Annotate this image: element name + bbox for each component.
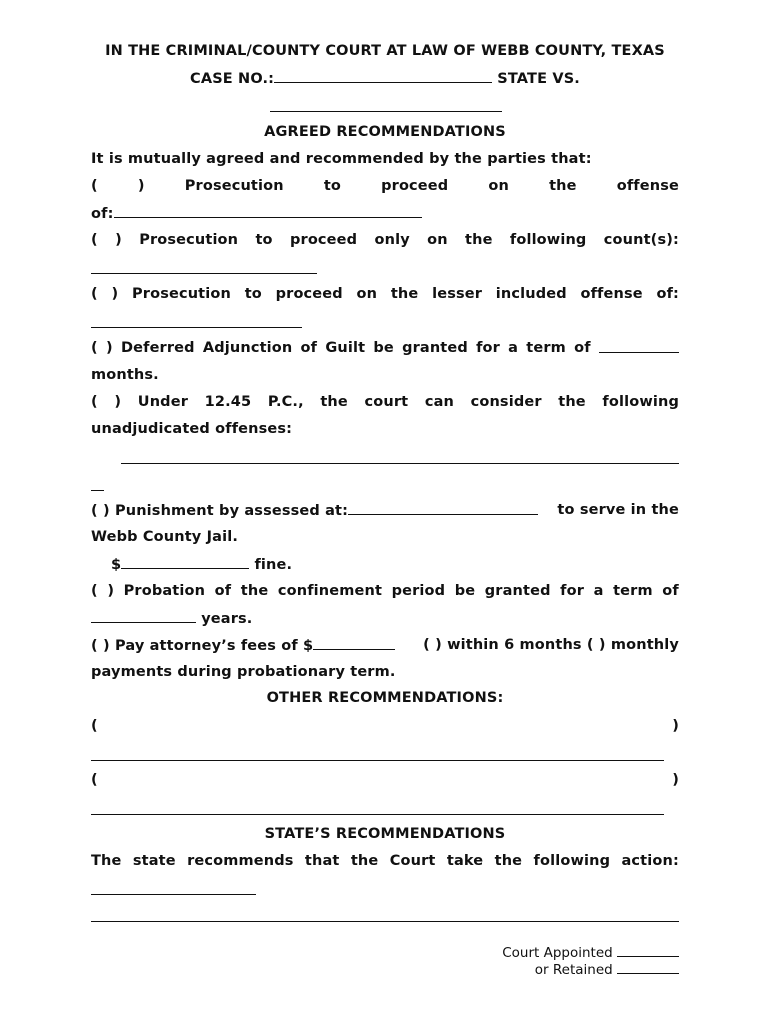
case-number-blank[interactable] xyxy=(274,69,492,83)
item6-prefix: ( ) Punishment by assessed at: xyxy=(91,503,349,519)
state-title: STATE’S RECOMMENDATIONS xyxy=(264,826,506,842)
other-rec-1 xyxy=(91,717,679,735)
item4-word: ) xyxy=(105,340,113,356)
item4-word: Adjunction xyxy=(202,340,293,356)
fine-dollar: $ xyxy=(111,557,122,573)
or-retained-blank[interactable] xyxy=(617,961,679,974)
item7-word: granted xyxy=(484,583,551,599)
item4-word: be xyxy=(373,340,394,356)
item2-word: following xyxy=(509,232,587,248)
other-rec-1-close: ) xyxy=(672,718,679,734)
state-intro-word: that xyxy=(304,853,340,869)
item5-word: following xyxy=(602,394,679,410)
item2-word: on xyxy=(427,232,448,248)
or-retained-label: or Retained xyxy=(534,962,613,978)
item1-word: ( xyxy=(91,178,98,194)
item7-word: term xyxy=(613,583,653,599)
item1-tail-line xyxy=(91,204,679,223)
item1-line xyxy=(91,177,679,195)
lesser-offense-blank[interactable] xyxy=(91,327,302,328)
item3-word: included xyxy=(495,286,567,302)
state-vs-label: STATE VS. xyxy=(497,71,580,87)
item3-word: to xyxy=(244,286,262,302)
agreed-title: AGREED RECOMMENDATIONS xyxy=(264,124,506,140)
item5-word: 12.45 xyxy=(204,394,252,410)
other-rec-2 xyxy=(91,771,679,789)
item7-years: years. xyxy=(201,611,253,627)
item2-word: ) xyxy=(115,232,122,248)
item7-word: of xyxy=(214,583,232,599)
or-retained-line xyxy=(535,961,679,978)
item5-word: P.C., xyxy=(267,394,304,410)
item7-word: ) xyxy=(107,583,115,599)
item5-word: Under xyxy=(137,394,188,410)
item3-word: ) xyxy=(111,286,119,302)
other-rec-2-blank[interactable] xyxy=(91,814,664,815)
item4-word: ( xyxy=(91,340,98,356)
item5-word: ) xyxy=(114,394,122,410)
case-number-line xyxy=(60,69,710,88)
item2-word: the xyxy=(465,232,493,248)
item3-word: ( xyxy=(91,286,98,302)
item7-word: ( xyxy=(91,583,98,599)
state-intro-word: recommends xyxy=(187,853,294,869)
item4-tail: months. xyxy=(91,367,159,383)
item4-line xyxy=(91,339,679,357)
item5-word: the xyxy=(320,394,348,410)
item7-tail-line xyxy=(91,609,679,628)
state-intro-word: following xyxy=(533,853,611,869)
fine-blank[interactable] xyxy=(121,555,249,569)
item4-word: of xyxy=(300,340,318,356)
item2-word: Prosecution xyxy=(139,232,239,248)
state-intro-line xyxy=(91,852,679,870)
item8-prefix: ( ) Pay attorney’s fees of $ xyxy=(91,638,314,654)
item6-line xyxy=(91,501,679,520)
item7-word: the xyxy=(240,583,269,599)
item3-line xyxy=(91,285,679,303)
item1-word: Prosecution xyxy=(184,178,284,194)
state-intro-word: Court xyxy=(389,853,436,869)
other-rec-1-blank[interactable] xyxy=(91,760,664,761)
state-intro-word: take xyxy=(446,853,484,869)
other-rec-2-close: ) xyxy=(672,772,679,788)
unadjudicated-offenses-blank-2[interactable] xyxy=(91,490,104,491)
item7-word: period xyxy=(391,583,446,599)
item7-line xyxy=(91,582,679,600)
item2-word: proceed xyxy=(289,232,358,248)
case-no-label: CASE NO.: xyxy=(190,71,275,87)
item3-word: of: xyxy=(656,286,679,302)
item5-word: court xyxy=(364,394,409,410)
attorney-fees-blank[interactable] xyxy=(313,636,395,650)
item8-suffix: ( ) within 6 months ( ) monthly xyxy=(423,637,679,653)
item3-word: Prosecution xyxy=(132,286,231,302)
court-title: IN THE CRIMINAL/COUNTY COURT AT LAW OF WEBB COUNTY, TEXAS xyxy=(105,43,665,59)
other-rec-1-open: ( xyxy=(91,718,98,734)
item7-word: be xyxy=(454,583,476,599)
item1-word: the xyxy=(549,178,577,194)
item2-word: ( xyxy=(91,232,98,248)
item3-word: lesser xyxy=(432,286,483,302)
item4-word: of xyxy=(574,340,591,356)
item1-word: to xyxy=(323,178,342,194)
state-intro-word: action: xyxy=(621,853,679,869)
court-appointed-label: Court Appointed xyxy=(502,945,613,961)
item4-word: term xyxy=(526,340,566,356)
other-rec-2-open: ( xyxy=(91,772,98,788)
item4-word: Guilt xyxy=(325,340,366,356)
counts-blank[interactable] xyxy=(91,273,317,274)
item3-word: on xyxy=(356,286,378,302)
item6-tail: Webb County Jail. xyxy=(91,529,238,545)
item4-word: a xyxy=(508,340,519,356)
item4-blank[interactable] xyxy=(599,339,679,353)
item4-word: Deferred xyxy=(120,340,195,356)
item5-word: consider xyxy=(470,394,542,410)
fine-line xyxy=(111,555,699,574)
item1-of-label: of: xyxy=(91,206,114,222)
offense-blank[interactable] xyxy=(114,204,422,218)
agreed-intro: It is mutually agreed and recommended by the parties that: xyxy=(91,151,592,167)
punishment-blank[interactable] xyxy=(348,501,538,515)
item4-word: for xyxy=(476,340,500,356)
item1-word: ) xyxy=(137,178,145,194)
state-intro-word: The xyxy=(91,853,122,869)
item6-suffix: to serve in the xyxy=(557,502,679,518)
court-appointed-line xyxy=(502,944,679,961)
court-appointed-blank[interactable] xyxy=(617,944,679,957)
unadjudicated-offenses-blank[interactable] xyxy=(121,463,679,464)
item2-word: to xyxy=(255,232,273,248)
item5-word: can xyxy=(424,394,454,410)
item8-tail: payments during probationary term. xyxy=(91,664,396,680)
defendant-name-blank[interactable] xyxy=(270,111,502,112)
item1-word: proceed xyxy=(381,178,449,194)
item7-word: of xyxy=(662,583,679,599)
item2-word: only xyxy=(374,232,410,248)
item3-word: proceed xyxy=(275,286,343,302)
item7-word: Probation xyxy=(123,583,206,599)
item1-word: offense xyxy=(616,178,679,194)
item1-word: on xyxy=(488,178,509,194)
item3-word: offense xyxy=(580,286,643,302)
item3-word: the xyxy=(390,286,419,302)
state-intro-word: the xyxy=(350,853,379,869)
item7-word: a xyxy=(593,583,604,599)
fine-label: fine. xyxy=(254,557,293,573)
item7-word: confinement xyxy=(277,583,383,599)
item8-line xyxy=(91,636,679,655)
item5-word: ( xyxy=(91,394,98,410)
item2-word: count(s): xyxy=(603,232,679,248)
item5-word: the xyxy=(558,394,586,410)
item2-line xyxy=(91,231,679,249)
item4-word: granted xyxy=(402,340,468,356)
state-action-blank-1[interactable] xyxy=(91,894,256,895)
probation-years-blank[interactable] xyxy=(91,609,196,623)
item5-line xyxy=(91,393,679,411)
item7-word: for xyxy=(560,583,585,599)
state-action-blank-2[interactable] xyxy=(91,921,679,922)
state-intro-word: the xyxy=(494,853,523,869)
other-title: OTHER RECOMMENDATIONS: xyxy=(266,690,504,706)
item5-tail: unadjudicated offenses: xyxy=(91,421,293,437)
state-intro-word: state xyxy=(132,853,176,869)
